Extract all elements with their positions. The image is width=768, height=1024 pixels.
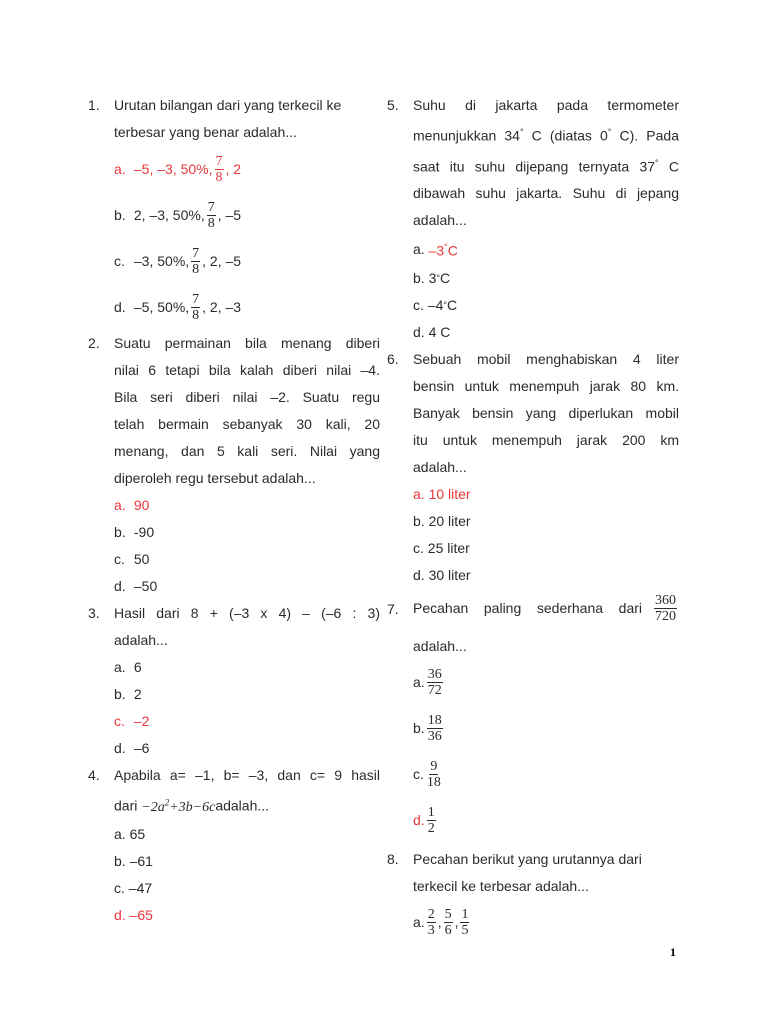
option-text: –6 — [133, 740, 150, 756]
option-label: c. — [114, 551, 125, 567]
option-d[interactable] — [114, 735, 380, 762]
text-fragment: C). Pada — [611, 127, 679, 144]
question-line: Bila seri diberi nilai –2. Suatu regu — [114, 389, 380, 405]
fraction-numerator: 2 — [427, 907, 435, 923]
text-fragment: C (diatas 0 — [523, 127, 608, 144]
option-label: d. — [114, 298, 126, 315]
option-a[interactable] — [413, 900, 679, 946]
degree-symbol: ° — [655, 157, 659, 168]
question-line: nilai 6 tetapi bila kalah diberi nilai –4. — [114, 362, 380, 378]
question-text — [114, 330, 380, 492]
question-6 — [387, 346, 679, 589]
option-b[interactable] — [114, 681, 380, 708]
option-b[interactable] — [114, 192, 380, 238]
fraction-denominator: 720 — [655, 609, 676, 625]
fraction-numerator: 7 — [207, 199, 215, 215]
fraction — [215, 154, 224, 185]
option-a-correct[interactable] — [413, 481, 679, 508]
option-a-correct[interactable] — [413, 234, 679, 265]
fraction-numerator: 7 — [192, 291, 200, 307]
text-fragment: –4 — [427, 296, 444, 313]
expr-part: b — [185, 799, 193, 815]
text-fragment: saat itu suhu dijepang ternyata 37 — [413, 158, 656, 175]
degree-symbol: ° — [519, 127, 524, 137]
question-line: menang, dan 5 kali seri. Nilai yang — [114, 443, 380, 459]
option-b[interactable] — [114, 519, 380, 546]
math-expression — [141, 797, 216, 815]
fraction-denominator: 8 — [192, 307, 200, 323]
option-label: b. — [114, 524, 126, 540]
separator: , — [454, 914, 459, 931]
question-line: Suhu di jakarta pada termometer — [413, 97, 679, 113]
option-text: 2, –3, 50%, — [133, 206, 205, 223]
option-text: 25 liter — [427, 539, 470, 556]
fraction — [427, 907, 436, 938]
expr-part: +3 — [169, 799, 186, 815]
option-a-correct[interactable] — [114, 146, 380, 192]
option-d-correct[interactable] — [114, 902, 380, 929]
fraction — [191, 292, 200, 323]
option-label: d. — [114, 578, 126, 594]
fraction — [427, 713, 443, 744]
option-label: d. — [114, 906, 126, 923]
expr-part: c — [209, 799, 216, 815]
option-label: b. — [413, 512, 425, 529]
question-line — [413, 119, 679, 150]
question-line: Suatu permainan bila menang diberi — [114, 335, 380, 351]
option-label: d. — [413, 812, 425, 829]
option-label: b. — [114, 852, 126, 869]
option-label: b. — [114, 206, 126, 223]
option-text: –50 — [133, 578, 158, 594]
fraction-denominator: 8 — [192, 261, 200, 277]
option-a[interactable] — [114, 654, 380, 681]
question-8 — [387, 846, 679, 946]
text-fragment: C — [439, 269, 451, 286]
degree-symbol: ° — [443, 299, 447, 310]
option-text: –5, 50%, — [133, 298, 190, 315]
option-d-correct[interactable] — [413, 798, 679, 844]
question-line: bensin untuk menempuh jarak 80 km. — [413, 377, 679, 394]
right-column — [387, 92, 679, 946]
fraction-numerator: 9 — [430, 759, 438, 775]
question-number: 3. — [88, 605, 100, 621]
option-a-correct[interactable] — [114, 492, 380, 519]
question-line — [413, 589, 679, 629]
question-2 — [88, 330, 380, 600]
option-c[interactable] — [413, 752, 679, 798]
expr-exponent: 2 — [164, 797, 170, 807]
degree-symbol: ° — [444, 242, 448, 253]
fraction-denominator: 6 — [444, 923, 452, 939]
option-b[interactable] — [114, 848, 380, 875]
question-text — [114, 92, 380, 146]
option-text: 10 liter — [428, 485, 471, 502]
option-label: c. — [413, 539, 424, 556]
option-text: –2 — [133, 713, 150, 729]
fraction — [427, 805, 436, 836]
option-text: 90 — [133, 497, 150, 513]
question-4 — [88, 762, 380, 929]
option-a[interactable] — [413, 660, 679, 706]
option-text: –61 — [129, 852, 153, 869]
question-line: diperoleh regu tersebut adalah... — [114, 470, 316, 486]
option-a[interactable] — [114, 821, 380, 848]
fraction — [444, 907, 453, 938]
expr-part: −2 — [141, 799, 158, 815]
option-label: c. — [114, 713, 125, 729]
option-label: a. — [114, 825, 126, 842]
fraction — [191, 246, 200, 277]
fraction-numerator: 1 — [427, 805, 435, 821]
option-label: a. — [114, 659, 126, 675]
option-label: c. — [114, 252, 125, 269]
fraction-denominator: 36 — [427, 729, 442, 745]
option-text: , 2, –5 — [202, 252, 242, 269]
option-label: b. — [413, 269, 425, 286]
option-text: , –5 — [217, 206, 242, 223]
fraction-numerator: 36 — [427, 667, 442, 683]
degree-symbol: ° — [607, 127, 612, 137]
page-number: 1 — [670, 945, 676, 959]
option-text: –3, 50%, — [133, 252, 190, 269]
option-d[interactable] — [114, 573, 380, 600]
text-fragment: adalah... — [215, 797, 270, 814]
question-line: Apabila a= –1, b= –3, dan c= 9 hasil — [114, 767, 380, 783]
text-fragment: C — [658, 158, 679, 175]
question-line: Sebuah mobil menghabiskan 4 liter — [413, 350, 679, 367]
question-line — [413, 150, 679, 181]
text-fragment: 3 — [428, 269, 437, 286]
option-label: c. — [114, 879, 125, 896]
expr-part: a — [157, 799, 165, 815]
fraction-numerator: 360 — [655, 593, 676, 609]
option-b[interactable] — [413, 706, 679, 752]
option-label: d. — [413, 566, 425, 583]
option-c[interactable] — [413, 292, 679, 319]
option-label: a. — [413, 241, 425, 258]
fraction — [460, 907, 469, 938]
question-number: 2. — [88, 335, 100, 351]
question-line: Hasil dari 8 + (–3 x 4) – (–6 : 3) — [114, 605, 380, 621]
option-label: a. — [413, 914, 425, 931]
fraction-denominator: 8 — [207, 215, 215, 231]
fraction-denominator: 2 — [427, 821, 435, 837]
question-line: adalah... — [413, 637, 467, 654]
option-d[interactable] — [413, 562, 679, 589]
question-7 — [387, 589, 679, 844]
option-label: c. — [413, 766, 424, 783]
option-text: , 2, –3 — [202, 298, 242, 315]
option-text: , 2 — [225, 160, 242, 177]
option-c[interactable] — [413, 535, 679, 562]
fraction-denominator: 72 — [427, 683, 442, 699]
fraction — [427, 667, 443, 698]
fraction-numerator: 1 — [461, 907, 469, 923]
fraction — [654, 593, 677, 624]
question-line: itu untuk menempuh jarak 200 km — [413, 431, 679, 448]
option-b[interactable] — [413, 508, 679, 535]
option-c-correct[interactable] — [114, 708, 380, 735]
question-line: telah bermain sebanyak 30 kali, 20 — [114, 416, 380, 432]
fraction-numerator: 7 — [192, 245, 200, 261]
option-label: b. — [114, 686, 126, 702]
question-line: adalah... — [413, 212, 467, 229]
fraction-numerator: 18 — [427, 713, 442, 729]
question-text — [114, 600, 380, 654]
question-line: Banyak bensin yang diperlukan mobil — [413, 404, 679, 421]
question-number: 6. — [387, 350, 399, 367]
fraction-numerator: 5 — [444, 907, 452, 923]
option-text: 20 liter — [428, 512, 471, 529]
fraction — [207, 200, 216, 231]
text-fragment: –3 — [428, 242, 445, 259]
expr-part: −6 — [192, 799, 210, 815]
option-d[interactable] — [413, 319, 679, 346]
option-text: 4 C — [428, 323, 451, 340]
option-label: a. — [413, 674, 425, 691]
question-line: dibawah suhu jakarta. Suhu di jepang — [413, 185, 679, 202]
question-5 — [387, 92, 679, 346]
text-fragment: C — [446, 296, 458, 313]
question-number: 8. — [387, 850, 399, 867]
option-b[interactable] — [413, 265, 679, 292]
question-3 — [88, 600, 380, 762]
option-text: 6 — [133, 659, 142, 675]
option-text: -90 — [133, 524, 155, 540]
separator: , — [437, 914, 442, 931]
question-number: 4. — [88, 767, 100, 783]
question-line: Urutan bilangan dari yang terkecil ke — [114, 97, 342, 113]
option-text: 30 liter — [428, 566, 471, 583]
option-text: –5, –3, 50%, — [133, 160, 213, 177]
question-number: 7. — [387, 600, 399, 617]
question-text — [413, 846, 679, 900]
option-text: 50 — [133, 551, 150, 567]
option-c[interactable] — [114, 238, 380, 284]
option-c[interactable] — [114, 546, 380, 573]
question-line: adalah... — [413, 458, 467, 475]
question-line: adalah... — [114, 632, 168, 648]
option-label: b. — [413, 720, 425, 737]
option-label: d. — [413, 323, 425, 340]
option-d[interactable] — [114, 284, 380, 330]
question-line: terbesar yang benar adalah... — [114, 124, 297, 140]
option-label: c. — [413, 296, 424, 313]
text-fragment: dari — [114, 797, 138, 814]
text-fragment: C — [447, 242, 458, 259]
question-text — [413, 346, 679, 481]
fraction — [426, 759, 442, 790]
question-line: terkecil ke terbesar adalah... — [413, 877, 589, 894]
fraction-denominator: 8 — [215, 169, 223, 185]
question-text — [114, 762, 380, 821]
option-text: –47 — [128, 879, 153, 896]
question-line — [114, 789, 380, 821]
option-c[interactable] — [114, 875, 380, 902]
option-text: 65 — [129, 825, 146, 842]
option-label: a. — [413, 485, 425, 502]
option-label: d. — [114, 740, 126, 756]
question-number: 5. — [387, 97, 399, 113]
fraction-denominator: 18 — [426, 775, 441, 791]
fraction-denominator: 3 — [427, 923, 435, 939]
option-text: –65 — [129, 906, 153, 923]
degree-symbol: ° — [436, 272, 440, 283]
fraction-denominator: 5 — [461, 923, 469, 939]
option-label: a. — [114, 160, 126, 177]
left-column — [88, 92, 380, 929]
question-text — [413, 92, 679, 234]
question-number: 1. — [88, 97, 100, 113]
text-fragment: Pecahan paling sederhana dari — [413, 600, 642, 617]
option-text — [429, 234, 458, 265]
fraction-numerator: 7 — [215, 153, 223, 169]
option-text: 2 — [133, 686, 142, 702]
text-fragment: menunjukkan 34 — [413, 127, 520, 144]
question-text — [413, 589, 679, 660]
question-1 — [88, 92, 380, 330]
option-label: a. — [114, 497, 126, 513]
question-line: Pecahan berikut yang urutannya dari — [413, 850, 642, 867]
